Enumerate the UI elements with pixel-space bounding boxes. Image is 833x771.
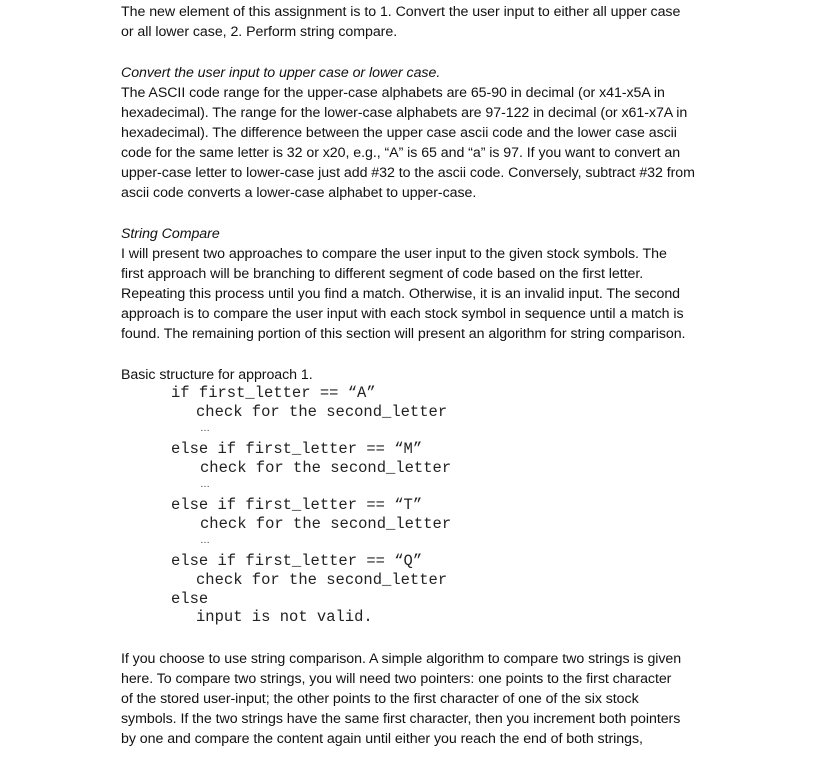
convert-line-4: code for the same letter is 32 or x20, e.g., “A” is 65 and “a” is 97. If you want to convert an — [121, 145, 681, 161]
convert-line-5: upper-case letter to lower-case just add #32 to the ascii code. Conversely, subtract #32 from — [121, 165, 695, 181]
approach1-heading: Basic structure for approach 1. — [121, 367, 313, 383]
closing-line-3: of the stored user-input; the other points to the first character of one of the six stock — [121, 691, 639, 707]
compare-line-5: found. The remaining portion of this section will present an algorithm for string comparison. — [121, 326, 686, 342]
code-elseif-q: else if first_letter == “Q” — [171, 552, 423, 570]
compare-line-1: I will present two approaches to compare the user input to the given stock symbols. The — [121, 246, 667, 262]
code-check-2: check for the second_letter — [200, 459, 452, 477]
code-elseif-t: else if first_letter == “T” — [171, 496, 423, 514]
convert-heading: Convert the user input to upper case or lower case. — [121, 65, 441, 81]
code-invalid: input is not valid. — [196, 608, 373, 626]
convert-line-3: hexadecimal). The difference between the upper case ascii code and the lower case ascii — [121, 125, 677, 141]
convert-line-2: hexadecimal). The range for the lower-case alphabets are 97-122 in decimal (or x61-x7A in — [121, 105, 688, 121]
compare-heading: String Compare — [121, 226, 220, 242]
convert-line-6: ascii code converts a lower-case alphabet to upper-case. — [121, 185, 477, 201]
code-check-4: check for the second_letter — [196, 571, 448, 589]
code-check-1: check for the second_letter — [196, 403, 448, 421]
closing-line-5: by one and compare the content again until either you reach the end of both strings, — [121, 731, 643, 747]
code-if-a: if first_letter == “A” — [171, 384, 376, 402]
convert-line-1: The ASCII code range for the upper-case alphabets are 65-90 in decimal (or x41-x5A in — [121, 85, 665, 101]
code-else: else — [171, 590, 209, 608]
code-ellipsis-1: … — [200, 423, 210, 434]
closing-line-4: symbols. If the two strings have the same first character, then you increment both pointers — [121, 711, 681, 727]
code-check-3: check for the second_letter — [200, 515, 452, 533]
compare-line-3: Repeating this process until you find a match. Otherwise, it is an invalid input. The second — [121, 286, 681, 302]
code-elseif-m: else if first_letter == “M” — [171, 440, 423, 458]
compare-line-2: first approach will be branching to different segment of code based on the first letter. — [121, 266, 644, 282]
compare-line-4: approach is to compare the user input with each stock symbol in sequence until a match is — [121, 306, 684, 322]
intro-line-1: The new element of this assignment is to 1. Convert the user input to either all upper case — [121, 4, 681, 20]
intro-line-2: or all lower case, 2. Perform string compare. — [121, 24, 398, 40]
closing-line-2: here. To compare two strings, you will need two pointers: one points to the first character — [121, 671, 672, 687]
code-ellipsis-3: … — [200, 535, 210, 546]
closing-line-1: If you choose to use string comparison. A simple algorithm to compare two strings is given — [121, 651, 682, 667]
code-ellipsis-2: … — [200, 479, 210, 490]
